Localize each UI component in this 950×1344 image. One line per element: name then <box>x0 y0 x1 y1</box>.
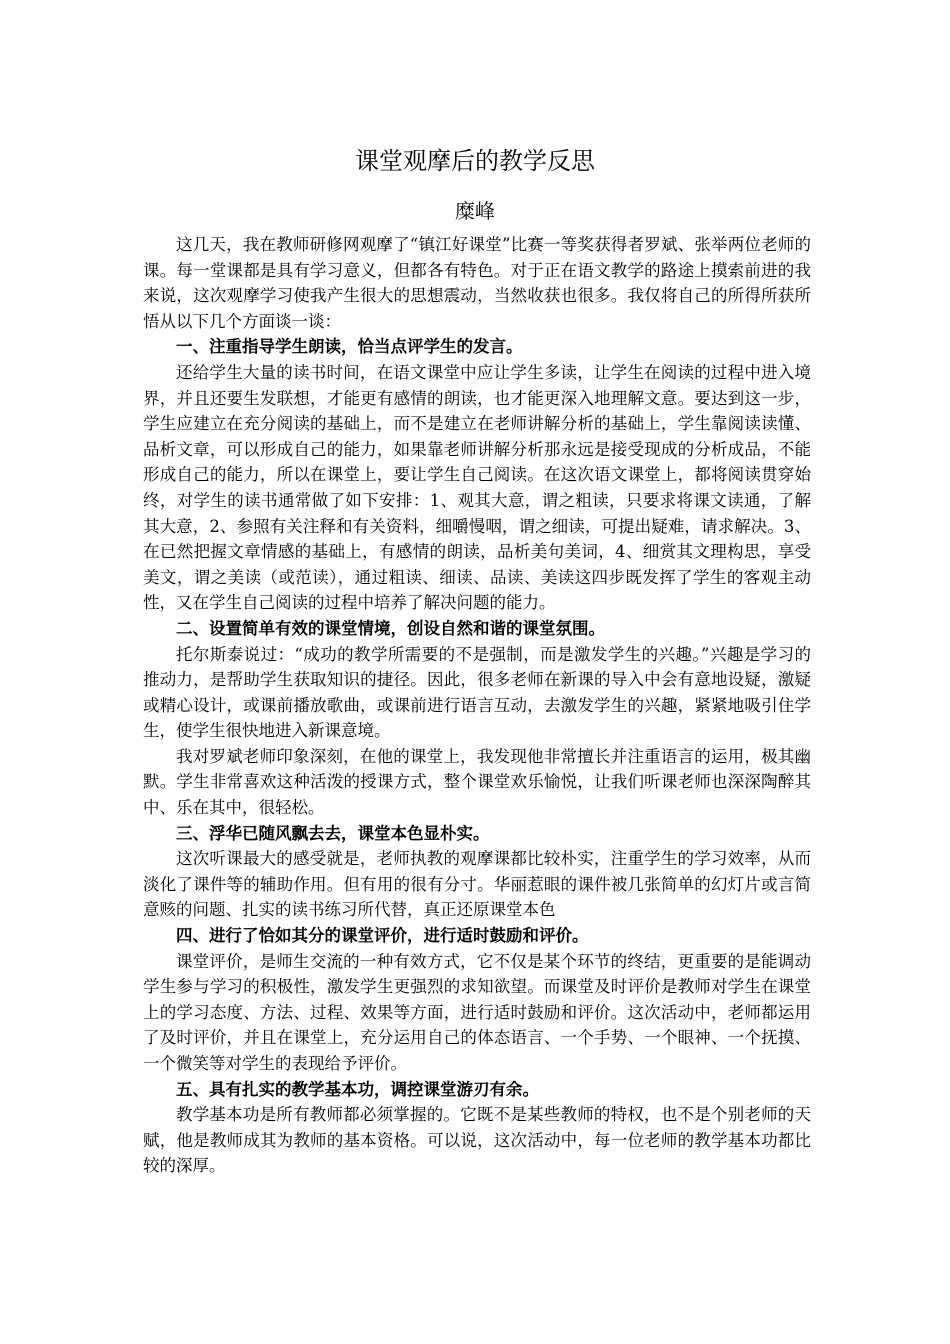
body-paragraph: 这次听课最大的感受就是，老师执教的观摩课都比较朴实，注重学生的学习效率，从而淡化了课件等的辅助作用。但有用的很有分寸。华丽惹眼的课件被几张简单的幻灯片或言简意赅的问题、扎实的读书练习所代替，真正还原课堂本色 <box>143 849 811 920</box>
section-heading-1: 一、注重指导学生朗读，恰当点评学生的发言。 <box>176 337 523 357</box>
body-paragraph: 课堂评价，是师生交流的一种有效方式，它不仅是某个环节的终结，更重要的是能调动学生参与学习的积极性，激发学生更强烈的求知欲望。而课堂及时评价是教师对学生在课堂上的学习态度、方法、过程、效果等方面，进行适时鼓励和评价。这次活动中，老师都运用了及时评价，并且在课堂上，充分运用自己的体态语言、一个手势、一个眼神、一个抚摸、一个微笑等对学生的表现给予评价。 <box>143 951 811 1073</box>
section-heading-5: 五、具有扎实的教学基本功，调控课堂游刃有余。 <box>176 1079 539 1099</box>
body-paragraph: 教学基本功是所有教师都必须掌握的。它既不是某些教师的特权，也不是个别老师的天赋，他是教师成其为教师的基本资格。可以说，这次活动中，每一位老师的教学基本功都比较的深厚。 <box>143 1105 811 1176</box>
intro-paragraph: 这几天，我在教师研修网观摩了“镇江好课堂”比赛一等奖获得者罗斌、张举两位老师的课。每一堂课都是具有学习意义，但都各有特色。对于正在语文教学的路途上摸索前进的我来说，这次观摩学习使我产生很大的思想震动，当然收获也很多。我仅将自己的所得所获所悟从以下几个方面谈一谈： <box>143 235 811 331</box>
section-heading-4: 四、进行了恰如其分的课堂评价，进行适时鼓励和评价。 <box>176 926 589 946</box>
body-paragraph: 还给学生大量的读书时间，在语文课堂中应让学生多读，让学生在阅读的过程中进入境界，并且还要生发联想，才能更有感情的朗读，也才能更深入地理解文意。要达到这一步，学生应建立在充分阅读的基础上，而不是建立在老师讲解分析的基础上，学生靠阅读读懂、品析文章，可以形成自己的能力，如果靠老师讲解分析那永远是接受现成的分析成品，不能形成自己的能力，所以在课堂上，要让学生自己阅读。在这次语文课堂上，都将阅读贯穿始终，对学生的读书通常做了如下安排：1、观其大意，谓之粗读，只要求将课文读通，了解其大意，2、参照有关注释和有关资料，细嚼慢咽，谓之细读，可提出疑难，请求解决。3、在已然把握文章情感的基础上，有感情的朗读，品析美句美词，4、细赏其文理构思，享受美文，谓之美读（或范读），通过粗读、细读、品读、美读这四步既发挥了学生的客观主动性，又在学生自己阅读的过程中培养了解决问题的能力。 <box>143 362 811 613</box>
document-author: 糜峰 <box>455 199 495 223</box>
section-heading-2: 二、设置简单有效的课堂情境，创设自然和谐的课堂氛围。 <box>176 618 605 638</box>
document-title: 课堂观摩后的教学反思 <box>355 147 595 175</box>
body-paragraph: 我对罗斌老师印象深刻，在他的课堂上，我发现他非常擅长并注重语言的运用，极其幽默。学生非常喜欢这种活泼的授课方式，整个课堂欢乐愉悦，让我们听课老师也深深陶醉其中、乐在其中，很轻松。 <box>143 746 811 818</box>
body-paragraph: 托尔斯泰说过：“成功的教学所需要的不是强制，而是激发学生的兴趣。”兴趣是学习的推动力，是帮助学生获取知识的捷径。因此，很多老师在新课的导入中会有意地设疑，激疑或精心设计，或课前播放歌曲，或课前进行语言互动，去激发学生的兴趣，紧紧地吸引住学生，使学生很快地进入新课意境。 <box>143 644 811 741</box>
document-body <box>143 232 811 1179</box>
section-heading-3: 三、浮华已随风飘去去，课堂本色显朴实。 <box>176 823 490 843</box>
